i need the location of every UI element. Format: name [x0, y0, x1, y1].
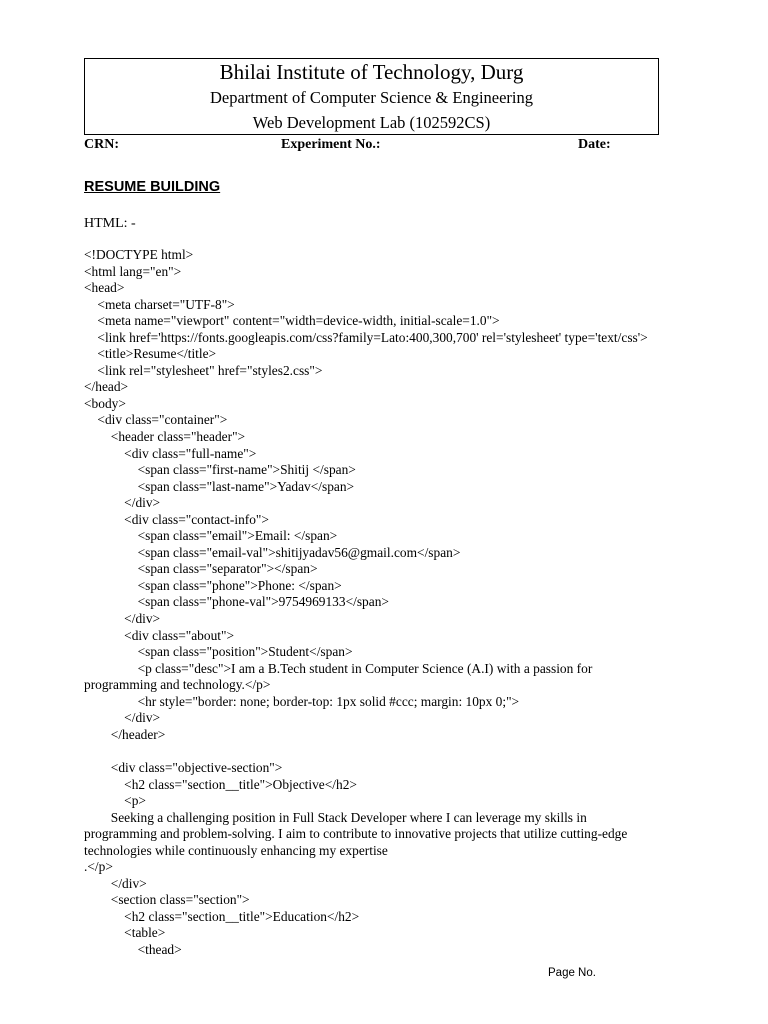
code-line: <span class="email">Email: </span>	[84, 528, 338, 544]
code-line: programming and problem-solving. I aim to contribute to innovative projects that utilize cutting-edge	[84, 826, 628, 842]
code-line: <div class="container">	[84, 412, 228, 428]
code-line	[84, 743, 684, 760]
html-label: HTML: -	[84, 216, 136, 231]
code-line: <span class="email-val">shitijyadav56@gmail.com</span>	[84, 544, 461, 560]
section-heading: RESUME BUILDING	[84, 179, 221, 195]
experiment-number-label: Experiment No.:	[281, 137, 381, 152]
code-line: <head>	[84, 280, 125, 296]
code-line: <body>	[84, 395, 126, 411]
code-line: <h2 class="section__title">Education</h2>	[84, 908, 360, 924]
code-line: </div>	[84, 495, 161, 511]
code-line: </div>	[84, 710, 161, 726]
code-line: <span class="separator"></span>	[84, 561, 318, 577]
code-line: .</p>	[84, 859, 113, 875]
code-line: <span class="position">Student</span>	[84, 644, 353, 660]
code-line: <title>Resume</title>	[84, 346, 217, 362]
code-line: <div class="about">	[84, 627, 234, 643]
crn-label: CRN:	[84, 137, 119, 152]
code-line: Seeking a challenging position in Full Stack Developer where I can leverage my skills in	[84, 809, 587, 825]
code-line: </header>	[84, 726, 166, 742]
code-line: <!DOCTYPE html>	[84, 247, 194, 262]
code-line: <hr style="border: none; border-top: 1px solid #ccc; margin: 10px 0;">	[84, 693, 520, 709]
code-line: <link href='https://fonts.googleapis.com/css?family=Lato:400,300,700' rel='stylesheet' type='text/css'>	[84, 329, 648, 345]
code-line: <meta name="viewport" content="width=device-width, initial-scale=1.0">	[84, 313, 500, 329]
department-name: Department of Computer Science & Engineering	[209, 88, 534, 107]
document-header-box	[84, 58, 659, 135]
code-line: <html lang="en">	[84, 263, 182, 279]
code-line: </div>	[84, 875, 147, 891]
code-line: <link rel="stylesheet" href="styles2.css">	[84, 362, 323, 378]
code-line: <section class="section">	[84, 892, 250, 908]
code-line: <span class="last-name">Yadav</span>	[84, 478, 355, 494]
code-line: <p>	[84, 793, 146, 809]
code-line: <header class="header">	[84, 429, 246, 445]
lab-name: Web Development Lab (102592CS)	[252, 113, 491, 132]
code-line: technologies while continuously enhancing my expertise	[84, 842, 388, 858]
code-line: <span class="phone">Phone: </span>	[84, 577, 342, 593]
code-listing	[84, 247, 684, 959]
code-line: <div class="contact-info">	[84, 511, 269, 527]
code-line: <span class="first-name">Shitij </span>	[84, 462, 356, 478]
code-line: </div>	[84, 611, 161, 627]
code-line: <table>	[84, 925, 166, 941]
code-line: <h2 class="section__title">Objective</h2>	[84, 776, 357, 792]
code-line: <meta charset="UTF-8">	[84, 296, 235, 312]
date-label: Date:	[578, 137, 611, 152]
code-line: <thead>	[84, 941, 182, 957]
code-line: <div class="objective-section">	[84, 759, 283, 775]
code-line: </head>	[84, 379, 129, 395]
page-number-label: Page No.	[548, 967, 596, 979]
code-line: programming and technology.</p>	[84, 677, 271, 693]
institute-name: Bhilai Institute of Technology, Durg	[219, 60, 524, 84]
code-line: <p class="desc">I am a B.Tech student in Computer Science (A.I) with a passion for	[84, 660, 593, 676]
code-line: <div class="full-name">	[84, 445, 257, 461]
code-line: <span class="phone-val">9754969133</span>	[84, 594, 389, 610]
